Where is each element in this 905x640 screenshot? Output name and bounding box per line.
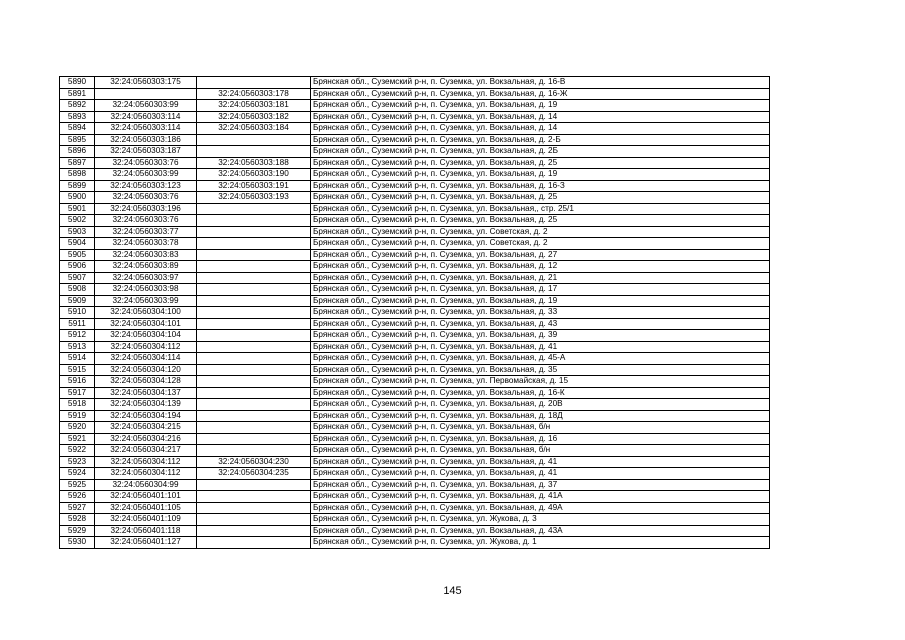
cadastral-number-cell: 32:24:0560304:99 [95,479,197,491]
secondary-cadastral-number-cell: 32:24:0560303:181 [197,100,311,112]
address-cell: Брянская обл., Суземский р-н, п. Суземка, ул. Вокзальная, д. 19 [311,295,770,307]
table-row [60,468,770,480]
secondary-cadastral-number-cell [197,433,311,445]
row-number-cell: 5908 [60,284,95,296]
table-row [60,284,770,296]
table-row [60,157,770,169]
table-row [60,249,770,261]
cadastral-number-cell: 32:24:0560303:196 [95,203,197,215]
table-row [60,203,770,215]
secondary-cadastral-number-cell [197,387,311,399]
row-number-cell: 5922 [60,445,95,457]
cadastral-number-cell: 32:24:0560303:77 [95,226,197,238]
secondary-cadastral-number-cell [197,249,311,261]
cadastral-number-cell: 32:24:0560401:118 [95,525,197,537]
cadastral-number-cell: 32:24:0560304:112 [95,341,197,353]
secondary-cadastral-number-cell: 32:24:0560303:191 [197,180,311,192]
address-cell: Брянская обл., Суземский р-н, п. Суземка, ул. Вокзальная, д. 43 [311,318,770,330]
table-row [60,318,770,330]
row-number-cell: 5894 [60,123,95,135]
cadastral-number-cell: 32:24:0560303:78 [95,238,197,250]
row-number-cell: 5915 [60,364,95,376]
secondary-cadastral-number-cell [197,537,311,549]
address-cell: Брянская обл., Суземский р-н, п. Суземка, ул. Вокзальная, д. 16-З [311,180,770,192]
address-cell: Брянская обл., Суземский р-н, п. Суземка, ул. Вокзальная, д. 19 [311,100,770,112]
address-cell: Брянская обл., Суземский р-н, п. Суземка, ул. Вокзальная, д. 14 [311,111,770,123]
row-number-cell: 5920 [60,422,95,434]
secondary-cadastral-number-cell [197,146,311,158]
address-cell: Брянская обл., Суземский р-н, п. Суземка, ул. Вокзальная, д. 25 [311,192,770,204]
registry-table-body [60,77,770,549]
address-cell: Брянская обл., Суземский р-н, п. Суземка, ул. Вокзальная,, стр. 25/1 [311,203,770,215]
cadastral-number-cell: 32:24:0560304:137 [95,387,197,399]
secondary-cadastral-number-cell: 32:24:0560303:182 [197,111,311,123]
address-cell: Брянская обл., Суземский р-н, п. Суземка, ул. Вокзальная, д. 16-Ж [311,88,770,100]
address-cell: Брянская обл., Суземский р-н, п. Суземка, ул. Вокзальная, д. 12 [311,261,770,273]
table-row [60,479,770,491]
row-number-cell: 5910 [60,307,95,319]
cadastral-number-cell: 32:24:0560303:76 [95,215,197,227]
table-row [60,433,770,445]
cadastral-number-cell: 32:24:0560303:98 [95,284,197,296]
address-cell: Брянская обл., Суземский р-н, п. Суземка, ул. Вокзальная, д. 18Д [311,410,770,422]
cadastral-number-cell: 32:24:0560303:114 [95,111,197,123]
secondary-cadastral-number-cell: 32:24:0560304:230 [197,456,311,468]
secondary-cadastral-number-cell [197,295,311,307]
secondary-cadastral-number-cell: 32:24:0560303:178 [197,88,311,100]
secondary-cadastral-number-cell [197,479,311,491]
row-number-cell: 5913 [60,341,95,353]
address-cell: Брянская обл., Суземский р-н, п. Суземка, ул. Вокзальная, д. 35 [311,364,770,376]
table-row [60,410,770,422]
address-cell: Брянская обл., Суземский р-н, п. Суземка, ул. Советская, д. 2 [311,226,770,238]
row-number-cell: 5918 [60,399,95,411]
table-row [60,134,770,146]
table-row [60,261,770,273]
row-number-cell: 5896 [60,146,95,158]
secondary-cadastral-number-cell [197,525,311,537]
secondary-cadastral-number-cell: 32:24:0560303:193 [197,192,311,204]
address-cell: Брянская обл., Суземский р-н, п. Суземка, ул. Вокзальная, д. 14 [311,123,770,135]
cadastral-number-cell: 32:24:0560303:76 [95,157,197,169]
table-row [60,295,770,307]
row-number-cell: 5917 [60,387,95,399]
address-cell: Брянская обл., Суземский р-н, п. Суземка, ул. Вокзальная, д. 25 [311,215,770,227]
table-row [60,353,770,365]
cadastral-number-cell: 32:24:0560304:215 [95,422,197,434]
address-cell: Брянская обл., Суземский р-н, п. Суземка, ул. Вокзальная, д. 17 [311,284,770,296]
cadastral-number-cell: 32:24:0560303:114 [95,123,197,135]
secondary-cadastral-number-cell [197,422,311,434]
row-number-cell: 5923 [60,456,95,468]
cadastral-number-cell: 32:24:0560304:101 [95,318,197,330]
address-cell: Брянская обл., Суземский р-н, п. Суземка, ул. Вокзальная, д. 21 [311,272,770,284]
address-cell: Брянская обл., Суземский р-н, п. Суземка, ул. Вокзальная, д. 20В [311,399,770,411]
table-row [60,387,770,399]
row-number-cell: 5895 [60,134,95,146]
table-row [60,123,770,135]
secondary-cadastral-number-cell [197,353,311,365]
secondary-cadastral-number-cell: 32:24:0560304:235 [197,468,311,480]
address-cell: Брянская обл., Суземский р-н, п. Суземка, ул. Вокзальная, д. 2-Б [311,134,770,146]
row-number-cell: 5925 [60,479,95,491]
table-row [60,238,770,250]
cadastral-number-cell: 32:24:0560304:120 [95,364,197,376]
secondary-cadastral-number-cell [197,514,311,526]
secondary-cadastral-number-cell [197,215,311,227]
table-row [60,111,770,123]
cadastral-number-cell: 32:24:0560304:217 [95,445,197,457]
row-number-cell: 5926 [60,491,95,503]
cadastral-number-cell: 32:24:0560304:194 [95,410,197,422]
table-row [60,146,770,158]
secondary-cadastral-number-cell [197,261,311,273]
cadastral-number-cell: 32:24:0560303:76 [95,192,197,204]
row-number-cell: 5890 [60,77,95,89]
cadastral-number-cell: 32:24:0560303:99 [95,100,197,112]
table-row [60,88,770,100]
address-cell: Брянская обл., Суземский р-н, п. Суземка, ул. Советская, д. 2 [311,238,770,250]
row-number-cell: 5919 [60,410,95,422]
secondary-cadastral-number-cell [197,307,311,319]
address-cell: Брянская обл., Суземский р-н, п. Суземка, ул. Вокзальная, д. 41 [311,456,770,468]
secondary-cadastral-number-cell [197,341,311,353]
cadastral-number-cell: 32:24:0560303:99 [95,169,197,181]
address-cell: Брянская обл., Суземский р-н, п. Суземка, ул. Первомайская, д. 15 [311,376,770,388]
address-cell: Брянская обл., Суземский р-н, п. Суземка, ул. Вокзальная, д. 43А [311,525,770,537]
table-row [60,502,770,514]
table-row [60,525,770,537]
table-row [60,226,770,238]
table-row [60,192,770,204]
table-row [60,364,770,376]
address-cell: Брянская обл., Суземский р-н, п. Суземка, ул. Вокзальная, д. 37 [311,479,770,491]
address-cell: Брянская обл., Суземский р-н, п. Суземка, ул. Вокзальная, д. 16 [311,433,770,445]
secondary-cadastral-number-cell: 32:24:0560303:184 [197,123,311,135]
cadastral-number-cell: 32:24:0560401:127 [95,537,197,549]
row-number-cell: 5906 [60,261,95,273]
row-number-cell: 5900 [60,192,95,204]
address-cell: Брянская обл., Суземский р-н, п. Суземка, ул. Вокзальная, д. 2Б [311,146,770,158]
address-cell: Брянская обл., Суземский р-н, п. Суземка, ул. Вокзальная, д. 41А [311,491,770,503]
row-number-cell: 5893 [60,111,95,123]
cadastral-number-cell: 32:24:0560304:112 [95,456,197,468]
registry-table [59,76,770,549]
table-row [60,180,770,192]
table-row [60,422,770,434]
address-cell: Брянская обл., Суземский р-н, п. Суземка, ул. Вокзальная, д. 33 [311,307,770,319]
address-cell: Брянская обл., Суземский р-н, п. Суземка, ул. Вокзальная, б/н [311,445,770,457]
cadastral-number-cell: 32:24:0560303:99 [95,295,197,307]
cadastral-number-cell [95,88,197,100]
cadastral-number-cell: 32:24:0560304:100 [95,307,197,319]
secondary-cadastral-number-cell [197,77,311,89]
row-number-cell: 5891 [60,88,95,100]
row-number-cell: 5921 [60,433,95,445]
cadastral-number-cell: 32:24:0560304:139 [95,399,197,411]
page-number: 145 [443,585,462,597]
cadastral-number-cell: 32:24:0560304:128 [95,376,197,388]
table-row [60,537,770,549]
row-number-cell: 5903 [60,226,95,238]
address-cell: Брянская обл., Суземский р-н, п. Суземка, ул. Вокзальная, д. 25 [311,157,770,169]
table-row [60,169,770,181]
secondary-cadastral-number-cell [197,410,311,422]
secondary-cadastral-number-cell [197,272,311,284]
row-number-cell: 5905 [60,249,95,261]
row-number-cell: 5914 [60,353,95,365]
row-number-cell: 5927 [60,502,95,514]
cadastral-number-cell: 32:24:0560304:104 [95,330,197,342]
cadastral-number-cell: 32:24:0560303:186 [95,134,197,146]
cadastral-number-cell: 32:24:0560303:89 [95,261,197,273]
secondary-cadastral-number-cell [197,399,311,411]
table-row [60,445,770,457]
secondary-cadastral-number-cell [197,491,311,503]
row-number-cell: 5898 [60,169,95,181]
row-number-cell: 5928 [60,514,95,526]
cadastral-number-cell: 32:24:0560401:109 [95,514,197,526]
secondary-cadastral-number-cell: 32:24:0560303:190 [197,169,311,181]
secondary-cadastral-number-cell [197,376,311,388]
address-cell: Брянская обл., Суземский р-н, п. Суземка, ул. Вокзальная, д. 49А [311,502,770,514]
address-cell: Брянская обл., Суземский р-н, п. Суземка, ул. Вокзальная, д. 45-А [311,353,770,365]
table-row [60,307,770,319]
row-number-cell: 5907 [60,272,95,284]
table-row [60,330,770,342]
row-number-cell: 5902 [60,215,95,227]
address-cell: Брянская обл., Суземский р-н, п. Суземка, ул. Вокзальная, д. 27 [311,249,770,261]
table-row [60,77,770,89]
address-cell: Брянская обл., Суземский р-н, п. Суземка, ул. Вокзальная, д. 41 [311,341,770,353]
secondary-cadastral-number-cell [197,134,311,146]
row-number-cell: 5916 [60,376,95,388]
secondary-cadastral-number-cell [197,445,311,457]
table-row [60,456,770,468]
cadastral-number-cell: 32:24:0560401:105 [95,502,197,514]
address-cell: Брянская обл., Суземский р-н, п. Суземка, ул. Вокзальная, д. 41 [311,468,770,480]
cadastral-number-cell: 32:24:0560303:97 [95,272,197,284]
row-number-cell: 5909 [60,295,95,307]
address-cell: Брянская обл., Суземский р-н, п. Суземка, ул. Вокзальная, д. 39 [311,330,770,342]
secondary-cadastral-number-cell [197,330,311,342]
row-number-cell: 5901 [60,203,95,215]
row-number-cell: 5924 [60,468,95,480]
cadastral-number-cell: 32:24:0560303:123 [95,180,197,192]
cadastral-number-cell: 32:24:0560303:187 [95,146,197,158]
secondary-cadastral-number-cell [197,284,311,296]
secondary-cadastral-number-cell: 32:24:0560303:188 [197,157,311,169]
table-row [60,341,770,353]
address-cell: Брянская обл., Суземский р-н, п. Суземка, ул. Жукова, д. 3 [311,514,770,526]
cadastral-number-cell: 32:24:0560303:175 [95,77,197,89]
row-number-cell: 5897 [60,157,95,169]
row-number-cell: 5912 [60,330,95,342]
secondary-cadastral-number-cell [197,364,311,376]
table-row [60,376,770,388]
row-number-cell: 5911 [60,318,95,330]
table-row [60,272,770,284]
address-cell: Брянская обл., Суземский р-н, п. Суземка, ул. Вокзальная, б/н [311,422,770,434]
cadastral-number-cell: 32:24:0560401:101 [95,491,197,503]
table-row [60,100,770,112]
cadastral-number-cell: 32:24:0560304:112 [95,468,197,480]
address-cell: Брянская обл., Суземский р-н, п. Суземка, ул. Вокзальная, д. 19 [311,169,770,181]
table-row [60,215,770,227]
secondary-cadastral-number-cell [197,318,311,330]
row-number-cell: 5904 [60,238,95,250]
row-number-cell: 5930 [60,537,95,549]
secondary-cadastral-number-cell [197,238,311,250]
row-number-cell: 5899 [60,180,95,192]
table-row [60,514,770,526]
cadastral-number-cell: 32:24:0560303:83 [95,249,197,261]
address-cell: Брянская обл., Суземский р-н, п. Суземка, ул. Вокзальная, д. 16-В [311,77,770,89]
secondary-cadastral-number-cell [197,203,311,215]
row-number-cell: 5892 [60,100,95,112]
cadastral-number-cell: 32:24:0560304:216 [95,433,197,445]
row-number-cell: 5929 [60,525,95,537]
table-row [60,399,770,411]
address-cell: Брянская обл., Суземский р-н, п. Суземка, ул. Жукова, д. 1 [311,537,770,549]
secondary-cadastral-number-cell [197,502,311,514]
secondary-cadastral-number-cell [197,226,311,238]
address-cell: Брянская обл., Суземский р-н, п. Суземка, ул. Вокзальная, д. 16-К [311,387,770,399]
table-row [60,491,770,503]
cadastral-number-cell: 32:24:0560304:114 [95,353,197,365]
